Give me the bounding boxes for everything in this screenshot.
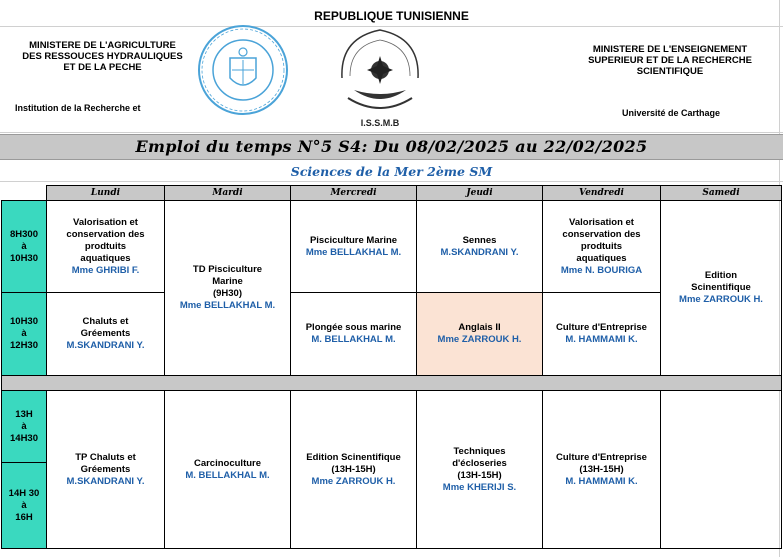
time-cell	[2, 463, 47, 549]
course-cell	[543, 201, 661, 293]
course-title: prodtuits	[84, 240, 127, 252]
left-ministry-line: DES RESSOUCES HYDRAULIQUES	[22, 51, 183, 62]
course-teacher: M. HAMMAMI K.	[565, 334, 638, 345]
ministry-seal-icon	[194, 22, 292, 118]
right-ministry	[575, 44, 765, 77]
day-header: Jeudi	[417, 186, 543, 201]
right-ministry-line: SUPERIEUR ET DE LA RECHERCHE	[588, 55, 752, 66]
course-title: Techniques	[453, 445, 506, 457]
banner-text: Emploi du temps N°5 S4: Du 08/02/2025 au 22/02/2025	[135, 137, 648, 156]
course-cell	[417, 201, 543, 293]
course-cell	[47, 201, 165, 293]
time-end: 16H	[15, 511, 33, 523]
course-title: d'écloseries	[452, 457, 507, 469]
course-teacher: Mme N. BOURIGA	[560, 264, 643, 276]
course-teacher: Mme ZARROUK H.	[679, 294, 763, 305]
course-title: Chaluts et	[82, 316, 129, 327]
time-row	[2, 391, 782, 463]
course-title: Marine	[212, 276, 243, 287]
left-ministry-line: ET DE LA PECHE	[63, 62, 142, 73]
break-cell	[2, 376, 782, 391]
empty-cell	[661, 391, 782, 549]
logo-text: I.S.S.M.B	[360, 118, 400, 128]
corner-cell	[2, 186, 47, 201]
course-cell	[47, 391, 165, 549]
time-cell	[2, 201, 47, 293]
course-cell	[291, 391, 417, 549]
time-sep: à	[21, 499, 27, 511]
course-title: conservation des	[66, 228, 145, 240]
course-title: Carcinoculture	[193, 457, 262, 469]
gridline	[0, 181, 783, 182]
course-title: TD Pisciculture	[192, 264, 263, 275]
course-teacher: M. BELLAKHAL M.	[311, 334, 396, 345]
course-cell	[291, 293, 417, 376]
course-title: aquatiques	[576, 252, 627, 264]
time-row	[2, 201, 782, 293]
course-title: Culture d'Entreprise	[556, 451, 647, 463]
course-teacher: M.SKANDRANI Y.	[66, 340, 145, 351]
course-title: Gréements	[80, 463, 131, 475]
time-sep: à	[21, 328, 27, 339]
time-end: 12H30	[10, 340, 38, 351]
course-title: aquatiques	[80, 252, 131, 264]
course-teacher: M.SKANDRANI Y.	[440, 246, 519, 258]
course-title: prodtuits	[580, 240, 623, 252]
left-ministry	[10, 40, 195, 73]
course-cell	[47, 293, 165, 376]
course-title: conservation des	[562, 228, 641, 240]
course-teacher: M.SKANDRANI Y.	[66, 475, 145, 487]
day-header-row	[2, 186, 782, 201]
break-row	[2, 376, 782, 391]
day-header: Mercredi	[291, 186, 417, 201]
course-cell	[543, 391, 661, 549]
course-title: Sennes	[462, 234, 497, 246]
time-sep: à	[21, 420, 27, 432]
country-title: REPUBLIQUE TUNISIENNE	[314, 9, 469, 23]
course-title: Scinentifique	[691, 282, 751, 293]
institute-logo-icon	[330, 18, 430, 130]
course-cell	[417, 391, 543, 549]
course-cell	[543, 293, 661, 376]
timetable	[1, 185, 782, 549]
program-subtitle: Sciences de la Mer 2ème SM	[290, 164, 493, 179]
day-header: Samedi	[661, 186, 782, 201]
course-teacher: Mme KHERIJI S.	[442, 481, 517, 493]
time-sep: à	[21, 240, 27, 252]
course-teacher: Mme BELLAKHAL M.	[179, 300, 276, 311]
course-title: (13H-15H)	[457, 469, 502, 481]
day-header: Mardi	[165, 186, 291, 201]
time-start: 8H300	[10, 228, 38, 240]
time-cell	[2, 391, 47, 463]
course-title: Anglais II	[458, 322, 501, 333]
time-end: 10H30	[10, 252, 38, 264]
course-teacher: Mme BELLAKHAL M.	[305, 246, 402, 258]
course-title: (13H-15H)	[331, 463, 376, 475]
schedule-banner	[0, 134, 783, 160]
course-title: TP Chaluts et	[75, 451, 136, 463]
left-ministry-line: MINISTERE DE L'AGRICULTURE	[29, 40, 176, 51]
time-start: 10H30	[10, 316, 38, 327]
right-university: Université de Carthage	[622, 108, 721, 118]
course-teacher: Mme GHRIBI F.	[71, 264, 140, 276]
course-cell	[661, 201, 782, 376]
course-title: Valorisation et	[73, 216, 138, 228]
course-title: Plongée sous marine	[305, 322, 402, 333]
time-start: 13H	[15, 408, 33, 420]
day-header: Vendredi	[543, 186, 661, 201]
time-cell	[2, 293, 47, 376]
course-title: Edition	[704, 270, 738, 281]
gridline	[0, 132, 783, 133]
course-teacher: M. HAMMAMI K.	[565, 475, 638, 487]
course-title: (9H30)	[212, 288, 243, 299]
course-title: Pisciculture Marine	[309, 234, 398, 246]
course-cell	[165, 201, 291, 376]
course-teacher: Mme ZARROUK H.	[437, 334, 522, 345]
right-ministry-line: SCIENTIFIQUE	[636, 66, 704, 77]
course-teacher: Mme ZARROUK H.	[311, 475, 396, 487]
day-header: Lundi	[47, 186, 165, 201]
course-title: (13H-15H)	[579, 463, 624, 475]
right-ministry-line: MINISTERE DE L'ENSEIGNEMENT	[592, 44, 748, 55]
course-title: Edition Scinentifique	[306, 451, 401, 463]
course-cell	[291, 201, 417, 293]
time-end: 14H30	[10, 432, 38, 444]
time-start: 14H 30	[8, 487, 40, 499]
course-title: Culture d'Entreprise	[556, 322, 647, 333]
course-title: Valorisation et	[569, 216, 634, 228]
course-cell	[417, 293, 543, 376]
left-institution: Institution de la Recherche et	[15, 103, 141, 113]
course-title: Gréements	[80, 328, 131, 339]
course-cell	[165, 391, 291, 549]
course-teacher: M. BELLAKHAL M.	[185, 469, 270, 481]
